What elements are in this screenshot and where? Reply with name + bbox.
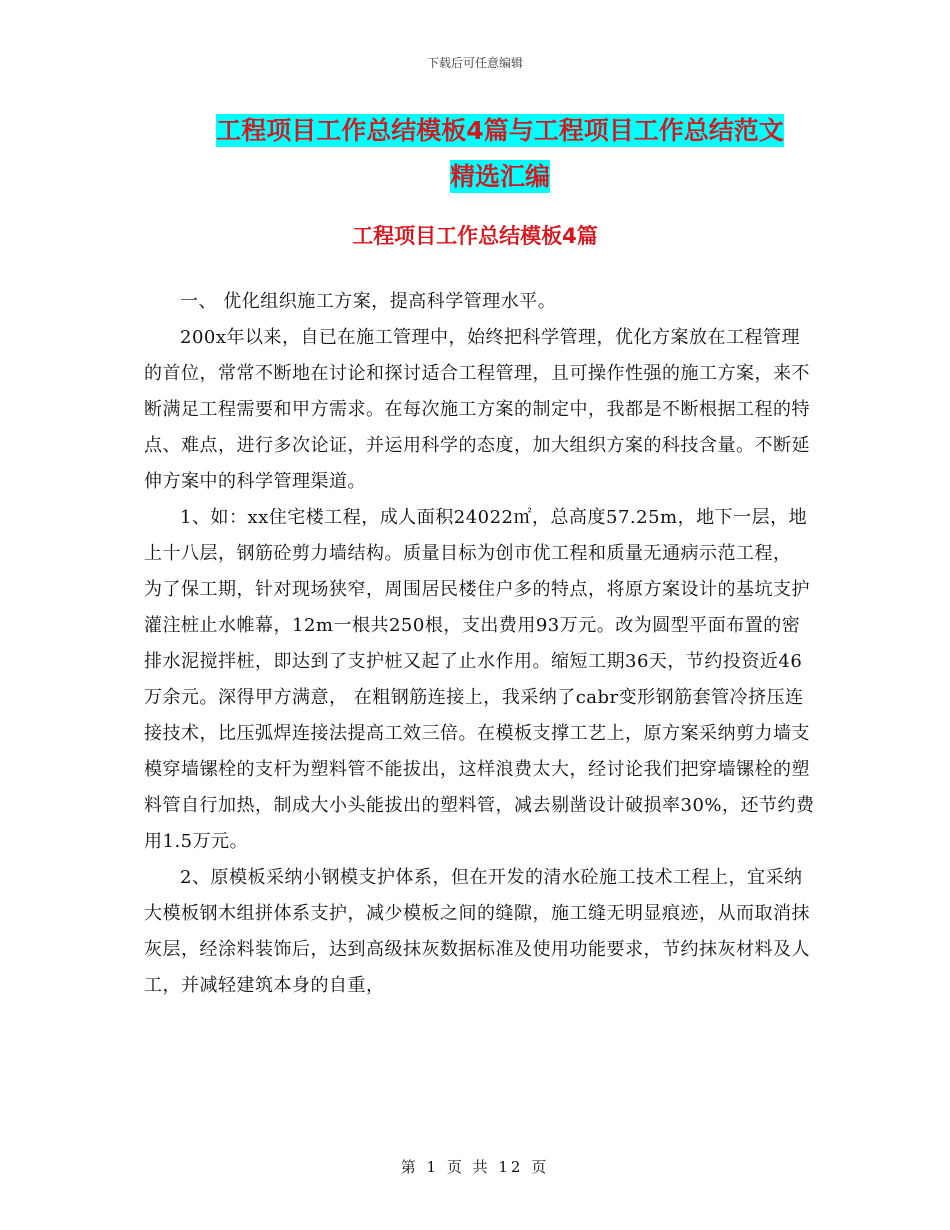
paragraph: 1、如：xx住宅楼工程，成人面积24022㎡，总高度57.25m，地下一层，地上十八层，钢筋砼剪力墙结构。质量目标为创市优工程和质量无通病示范工程， 为了保工期，针对现场狭窄，周围居民楼住户多的特点，将原方案设计的基坑支护灌注桩止水帷幕，12m一根共250根，支出费用93万元。改为圆型平面布置的密排水泥搅拌桩，即达到了支护桩又起了止水作用。缩短工期36天，节约投资近46万余元。深得甲方满意， 在粗钢筋连接上，我采纳了cabr变形钢筋套管冷挤压连接技术，比压弧焊连接法提高工效三倍。在模板支撑工艺上，原方案采纳剪力墙支模穿墙镙栓的支杆为塑料管不能拔出，这样浪费太大，经讨论我们把穿墙镙栓的塑料管自行加热，制成大小头能拔出的塑料管，减去剔凿设计破损率30%，还节约费用1.5万元。	[144, 507, 815, 852]
header-note: 下载后可任意编辑	[426, 56, 523, 70]
document-body	[144, 284, 816, 1004]
document-title	[140, 108, 860, 200]
document-title-line2: 精选汇编	[449, 162, 550, 191]
section-title: 工程项目工作总结模板4篇	[352, 224, 598, 248]
document-title-line1: 工程项目工作总结模板4篇与工程项目工作总结范文	[216, 116, 784, 145]
page-footer: 第 1 页 共 12 页	[400, 1158, 550, 1176]
paragraph-heading: 一、 优化组织施工方案，提高科学管理水平。	[180, 291, 557, 312]
paragraph: 2、原模板采纳小钢模支护体系，但在开发的清水砼施工技术工程上，宜采纳大模板钢木组拼体系支护，减少模板之间的缝隙，施工缝无明显痕迹，从而取消抹灰层，经涂料装饰后，达到高级抹灰数据标准及使用功能要求，节约抹灰材料及人工，并减轻建筑本身的自重，	[144, 867, 810, 996]
paragraph: 200x年以来，自已在施工管理中，始终把科学管理，优化方案放在工程管理的首位，常常不断地在讨论和探讨适合工程管理，且可操作性强的施工方案，来不断满足工程需要和甲方需求。在每次施工方案的制定中，我都是不断根据工程的特点、难点，进行多次论证，并运用科学的态度，加大组织方案的科技含量。不断延伸方案中的科学管理渠道。	[144, 327, 810, 492]
